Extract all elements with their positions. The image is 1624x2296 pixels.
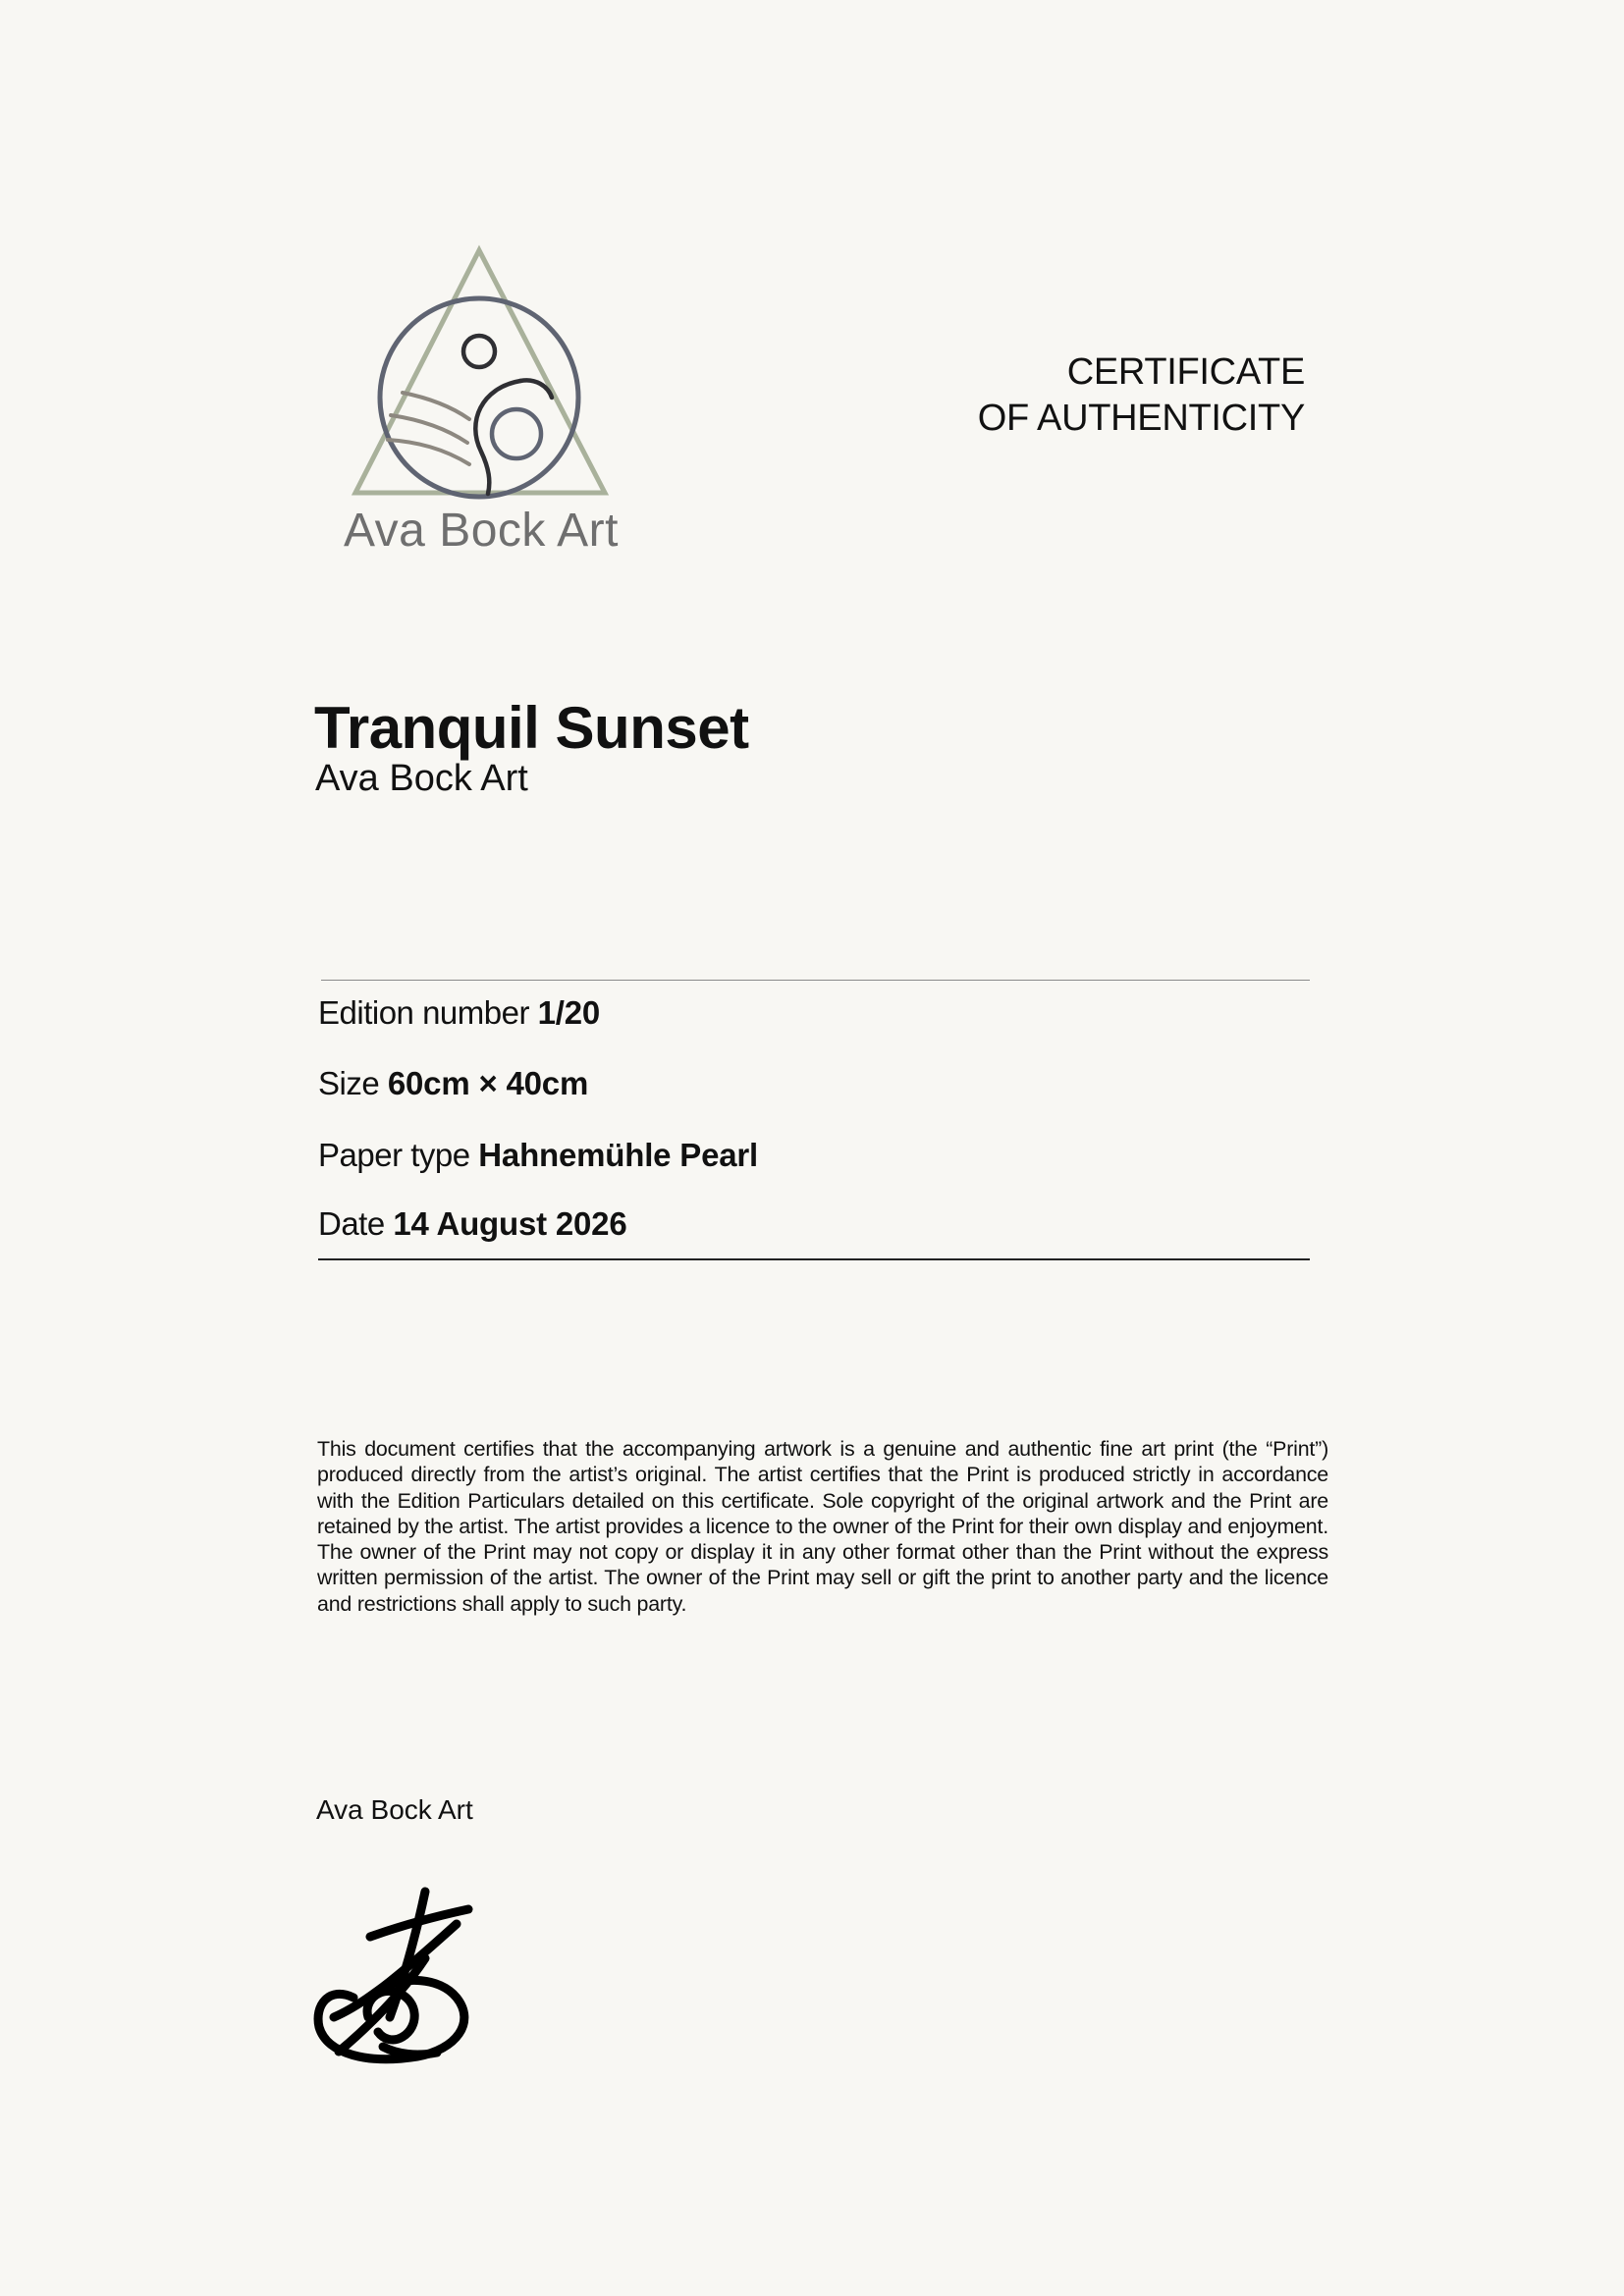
signer-name: Ava Bock Art bbox=[316, 1794, 473, 1825]
size-label: Size bbox=[318, 1065, 380, 1101]
edition-number-value: 1/20 bbox=[537, 994, 601, 1031]
handwritten-signature bbox=[309, 1880, 481, 2066]
paper-type-value: Hahnemühle Pearl bbox=[478, 1137, 759, 1173]
certificate-heading-line1: CERTIFICATE bbox=[1066, 351, 1305, 393]
particulars-top-divider bbox=[321, 980, 1310, 981]
certificate-heading bbox=[978, 349, 1305, 442]
paper-type-row bbox=[318, 1137, 758, 1174]
size-row bbox=[318, 1065, 588, 1102]
date-row bbox=[318, 1205, 626, 1243]
edition-number-row bbox=[318, 994, 600, 1032]
edition-number-label: Edition number bbox=[318, 994, 529, 1031]
particulars-bottom-divider bbox=[318, 1258, 1310, 1260]
certificate-heading-line2: OF AUTHENTICITY bbox=[977, 398, 1305, 439]
artwork-title: Tranquil Sunset bbox=[314, 695, 749, 761]
certification-statement: This document certifies that the accompanying artwork is a genuine and authentic fine art print (the “Print”) produced directly from the artist’s original. The artist certifies that the Print is produced strictly in accordance with the Edition Particulars detailed on this certificate. Sole copyright of the original artwork and the Print are retained by the artist. The artist provides a licence to the owner of the Print for their own display and enjoyment. The owner of the Print may not copy or display it in any other format other than the Print without the express written permission of the artist. The owner of the Print may sell or gift the print to another party and the licence and restrictions shall apply to such party. bbox=[317, 1437, 1328, 1616]
paper-type-label: Paper type bbox=[318, 1137, 470, 1173]
brand-logo bbox=[334, 240, 628, 564]
signature-mark-icon bbox=[309, 1880, 481, 2066]
date-value: 14 August 2026 bbox=[393, 1205, 627, 1242]
date-label: Date bbox=[318, 1205, 385, 1242]
logo-emblem-icon bbox=[334, 240, 628, 506]
artwork-artist: Ava Bock Art bbox=[315, 758, 528, 799]
logo-wordmark: Ava Bock Art bbox=[344, 505, 619, 557]
size-value: 60cm × 40cm bbox=[387, 1065, 589, 1101]
